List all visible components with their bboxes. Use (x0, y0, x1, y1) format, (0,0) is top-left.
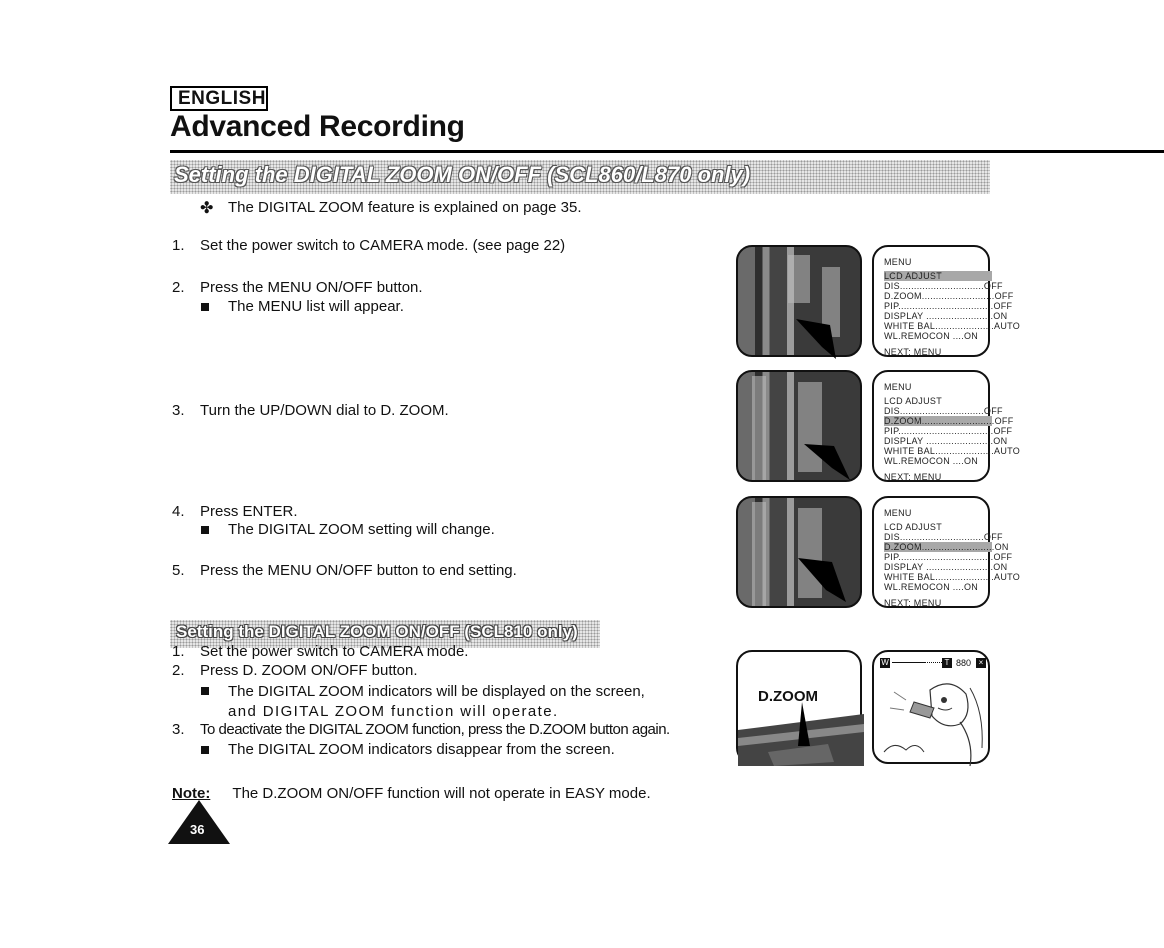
bullet-text: The DIGITAL ZOOM indicators disappear from the screen. (228, 741, 615, 758)
camera-photo-enter (736, 496, 862, 608)
step-number: 4. (172, 503, 185, 520)
menu-item: PIP..................................OFF (884, 552, 1013, 562)
page-title: Advanced Recording (170, 110, 465, 143)
menu-item: DISPLAY ........................ON (884, 436, 1008, 446)
menu-item-lcd-adjust: LCD ADJUST (884, 271, 992, 281)
step-text: Press D. ZOOM ON/OFF button. (200, 662, 418, 679)
menu-screen-2 (872, 370, 1021, 482)
section2-title: Setting the DIGITAL ZOOM ON/OFF (SCL810 only) (176, 622, 578, 641)
menu-item: WL.REMOCON ....ON (884, 456, 979, 466)
step-number: 3. (172, 402, 185, 419)
bullet-text: The MENU list will appear. (228, 298, 404, 315)
person-with-camera-illustration (874, 652, 992, 766)
menu-item: DISPLAY ........................ON (884, 311, 1008, 321)
zoom-t-indicator: T (942, 658, 952, 668)
menu-item: DIS..............................OFF (884, 281, 1003, 291)
step-text: To deactivate the DIGITAL ZOOM function, press the D.ZOOM button again. (200, 721, 670, 738)
dzoom-label: D.ZOOM (758, 688, 818, 705)
menu-screen-3 (872, 496, 1021, 608)
zoom-value: 880 (956, 658, 972, 668)
menu-item: WL.REMOCON ....ON (884, 582, 979, 592)
menu-footer: NEXT: MENU (884, 472, 942, 482)
pointer-arrow-icon (738, 372, 864, 484)
menu-footer: NEXT: MENU (884, 598, 942, 608)
pointer-arrow-icon (738, 247, 864, 359)
pointer-arrow-icon (738, 652, 864, 766)
viewfinder-display (872, 650, 990, 764)
step-number: 1. (172, 237, 185, 254)
note (172, 785, 651, 803)
intro-text: The DIGITAL ZOOM feature is explained on page 35. (228, 199, 582, 216)
step-text: Press the MENU ON/OFF button to end setting. (200, 562, 517, 579)
step-text: Press ENTER. (200, 503, 298, 520)
bullet-text: The DIGITAL ZOOM setting will change. (228, 521, 495, 538)
dzoom-button-photo (736, 650, 862, 764)
square-bullet-icon (201, 303, 209, 311)
menu-item-dzoom: D.ZOOM..........................ON (884, 542, 1009, 552)
bullet-text: The DIGITAL ZOOM indicators will be displayed on the screen, (228, 683, 645, 700)
step-text: Set the power switch to CAMERA mode. (see page 22) (200, 237, 566, 254)
section1-title: Setting the DIGITAL ZOOM ON/OFF (SCL860/L870 only) (174, 162, 751, 187)
diamond-bullet-icon: ✤ (200, 200, 214, 217)
step-number: 1. (172, 643, 185, 660)
menu-item: DIS..............................OFF (884, 532, 1003, 542)
menu-item: PIP..................................OFF (884, 426, 1013, 436)
menu-item: DIS..............................OFF (884, 406, 1003, 416)
zoom-w-indicator: W (881, 658, 889, 667)
menu-title: MENU (884, 382, 912, 392)
title-divider (170, 150, 1164, 153)
page-number: 36 (190, 822, 205, 837)
camera-photo-menu-button (736, 245, 862, 357)
square-bullet-icon (201, 746, 209, 754)
step-text: Turn the UP/DOWN dial to D. ZOOM. (200, 402, 449, 419)
square-bullet-icon (201, 687, 209, 695)
menu-item: LCD ADJUST (884, 522, 943, 532)
menu-item: D.ZOOM..........................OFF (884, 291, 1014, 301)
menu-title: MENU (884, 508, 912, 518)
menu-item: WHITE BAL.....................AUTO (884, 572, 1021, 582)
menu-footer: NEXT: MENU (884, 347, 942, 357)
step-number: 3. (172, 721, 185, 738)
menu-item: DISPLAY ........................ON (884, 562, 1008, 572)
menu-screen-1 (872, 245, 1021, 357)
camera-photo-dial (736, 370, 862, 482)
menu-item: WHITE BAL.....................AUTO (884, 321, 1021, 331)
language-badge: ENGLISH (170, 86, 268, 111)
step-number: 2. (172, 279, 185, 296)
menu-title: MENU (884, 257, 912, 267)
step-number: 5. (172, 562, 185, 579)
menu-item-dzoom: D.ZOOM..........................OFF (884, 416, 1014, 426)
note-label: Note: (172, 785, 211, 802)
step-number: 2. (172, 662, 185, 679)
menu-item: PIP..................................OFF (884, 301, 1013, 311)
bullet-text-continued: and DIGITAL ZOOM function will operate. (228, 703, 559, 720)
menu-item: LCD ADJUST (884, 396, 943, 406)
zoom-x-indicator: × (976, 658, 986, 668)
square-bullet-icon (201, 526, 209, 534)
step-text: Press the MENU ON/OFF button. (200, 279, 423, 296)
note-text: The D.ZOOM ON/OFF function will not operate in EASY mode. (232, 785, 651, 802)
menu-item: WL.REMOCON ....ON (884, 331, 979, 341)
menu-item: WHITE BAL.....................AUTO (884, 446, 1021, 456)
pointer-arrow-icon (738, 498, 864, 610)
step-text: Set the power switch to CAMERA mode. (200, 643, 469, 660)
